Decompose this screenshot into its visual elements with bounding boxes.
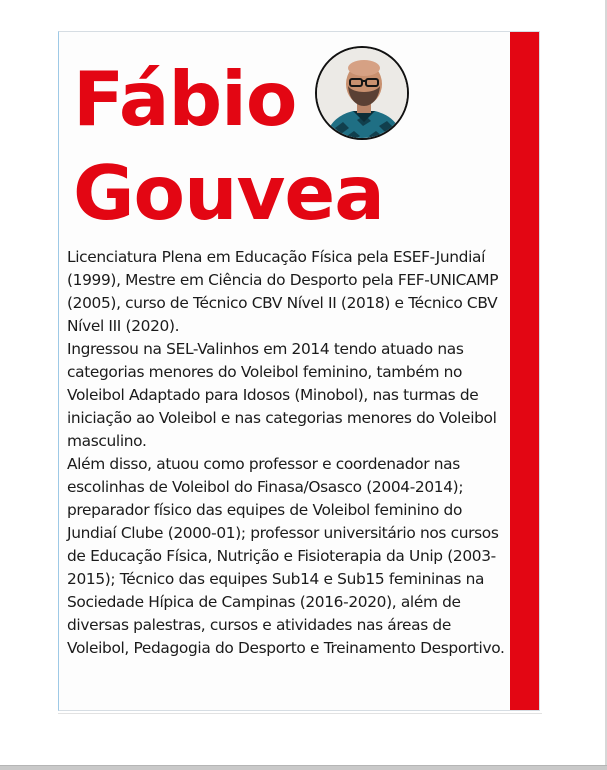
first-name-heading: Fábio: [73, 55, 297, 143]
bio-paragraph: Ingressou na SEL-Valinhos em 2014 tendo atuado nas categorias menores do Voleibol feminino, também no Voleibol Adaptado para Idosos (Minobol), nas turmas de iniciação ao Voleibol e nas categorias menores do Voleibol masculino.: [67, 340, 497, 450]
last-name-heading: Gouvea: [73, 149, 384, 237]
accent-sidebar: [510, 32, 539, 710]
divider: [58, 713, 542, 714]
horizontal-scrollbar[interactable]: [0, 765, 607, 770]
profile-card: [58, 31, 540, 711]
person-portrait-icon: [317, 48, 409, 140]
bio-text: [67, 246, 509, 660]
bio-paragraph: Além disso, atuou como professor e coordenador nas escolinhas de Voleibol do Finasa/Osasco (2004-2014); preparador físico das equipes de Voleibol feminino do Jundiaí Clube (2000-01); professor universitário nos cursos de Educação Física, Nutrição e Fisioterapia da Unip (2003-2015); Técnico das equipes Sub14 e Sub15 femininas na Sociedade Hípica de Campinas (2016-2020), além de diversas palestras, cursos e atividades nas áreas de Voleibol, Pedagogia do Desporto e Treinamento Desportivo.: [67, 455, 505, 657]
bio-paragraph: Licenciatura Plena em Educação Física pela ESEF-Jundiaí (1999), Mestre em Ciência do Desporto pela FEF-UNICAMP (2005), curso de Técnico CBV Nível II (2018) e Técnico CBV Nível III (2020).: [67, 248, 499, 335]
avatar: [315, 46, 409, 140]
